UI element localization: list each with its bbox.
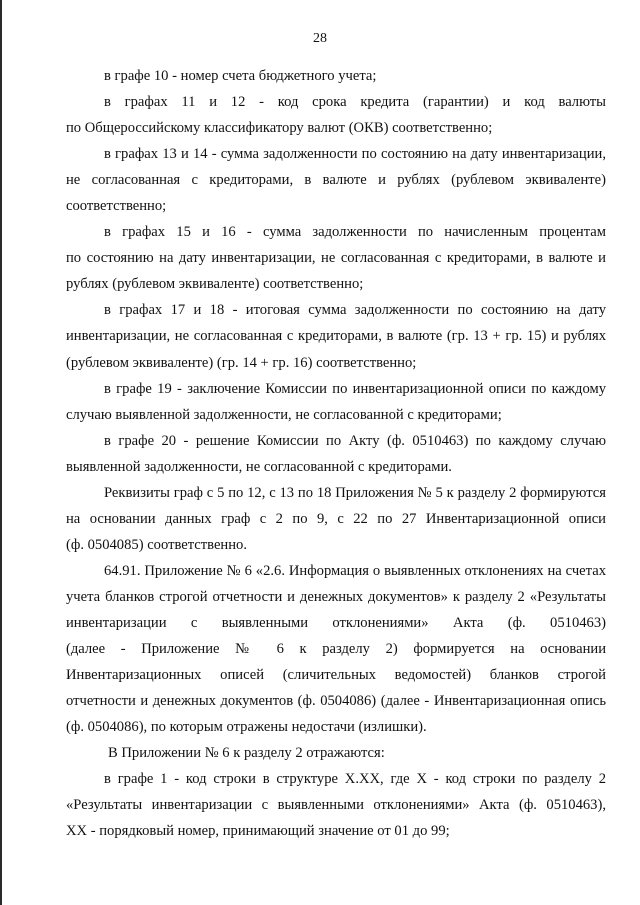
text-line: инвентаризации с выявленными отклонениями» Акта (ф. 0510463) — [66, 614, 606, 631]
document-body — [66, 63, 606, 844]
text-line: на основании данных граф с 2 по 9, с 22 по 27 Инвентаризационной описи — [66, 510, 606, 527]
text-line: XX - порядковый номер, принимающий значение от 01 до 99; — [66, 823, 450, 840]
text-line: по состоянию на дату инвентаризации, не согласованная с кредиторами, в валюте и — [66, 250, 606, 267]
text-line: в графах 11 и 12 - код срока кредита (гарантии) и код валюты — [104, 94, 606, 111]
text-line: (ф. 0504085) соответственно. — [66, 536, 247, 553]
text-line: Инвентаризационных описей (сличительных ведомостей) бланков строгой — [66, 667, 606, 684]
text-line: случаю выявленной задолженности, не согласованной с кредиторами; — [66, 406, 502, 423]
text-line: по Общероссийскому классификатору валют (ОКВ) соответственно; — [66, 120, 493, 137]
text-line: учета бланков строгой отчетности и денежных документов» к разделу 2 «Результаты — [66, 588, 606, 605]
text-line: в графе 1 - код строки в структуре X.XX, где X - код строки по разделу 2 — [104, 771, 606, 788]
text-line: в графах 13 и 14 - сумма задолженности по состоянию на дату инвентаризации, — [104, 146, 606, 163]
text-line: 64.91. Приложение № 6 «2.6. Информация о выявленных отклонениях на счетах — [104, 562, 606, 579]
page-number: 28 — [313, 31, 327, 46]
text-line: выявленной задолженности, не согласованной с кредиторами. — [66, 458, 452, 475]
text-line: (ф. 0504086), по которым отражены недостачи (излишки). — [66, 719, 427, 736]
text-line: Реквизиты граф с 5 по 12, с 13 по 18 Приложения № 5 к разделу 2 формируются — [104, 484, 606, 501]
text-line: «Результаты инвентаризации с выявленными отклонениями» Акта (ф. 0510463), — [66, 797, 606, 814]
text-line: (далее - Приложение № 6 к разделу 2) формируется на основании — [66, 641, 606, 658]
text-line: в графах 15 и 16 - сумма задолженности по начисленным процентам — [104, 224, 606, 241]
text-line: В Приложении № 6 к разделу 2 отражаются: — [108, 745, 385, 762]
text-line: отчетности и денежных документов (ф. 0504086) (далее - Инвентаризационная опись — [66, 693, 606, 710]
text-line: в графе 10 - номер счета бюджетного учета; — [104, 68, 377, 84]
scan-edge — [0, 0, 2, 905]
text-line: в графе 19 - заключение Комиссии по инвентаризационной описи по каждому — [104, 380, 606, 397]
text-line: не согласованная с кредиторами, в валюте и рублях (рублевом эквиваленте) — [66, 172, 606, 189]
text-line: рублях (рублевом эквиваленте) соответственно; — [66, 276, 364, 293]
text-line: (рублевом эквиваленте) (гр. 14 + гр. 16) соответственно; — [66, 354, 417, 371]
text-line: инвентаризации, не согласованная с кредиторами, в валюте (гр. 13 + гр. 15) и рублях — [66, 328, 606, 345]
text-line: в графе 20 - решение Комиссии по Акту (ф. 0510463) по каждому случаю — [104, 432, 606, 449]
text-line: в графах 17 и 18 - итоговая сумма задолженности по состоянию на дату — [104, 302, 606, 319]
text-line: соответственно; — [66, 198, 167, 215]
